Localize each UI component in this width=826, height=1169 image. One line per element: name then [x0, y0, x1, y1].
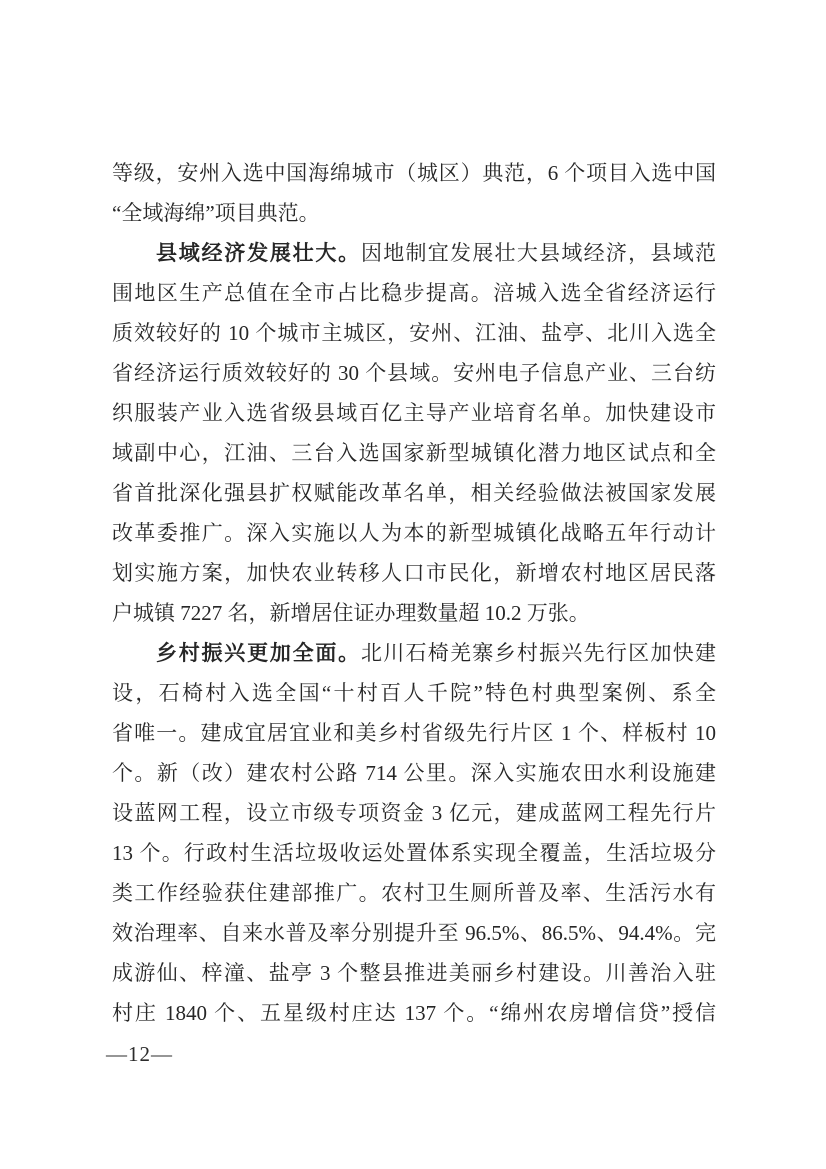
line-text: 类工作经验获住建部推广。农村卫生厕所普及率、生活污水有: [112, 881, 716, 905]
text-line: [112, 353, 716, 393]
text-line: [112, 953, 716, 993]
text-line: [112, 793, 716, 833]
line-text: 设，石椅村入选全国“十村百人千院”特色村典型案例、系全: [112, 681, 716, 705]
text-line: [112, 833, 716, 873]
text-line: [112, 673, 716, 713]
line-text: 划实施方案，加快农业转移人口市民化，新增农村地区居民落: [112, 561, 716, 585]
text-line: [112, 633, 716, 673]
line-text: 省唯一。建成宜居宜业和美乡村省级先行片区 1 个、样板村 10: [112, 721, 716, 745]
text-line: [112, 393, 716, 433]
line-text: 改革委推广。深入实施以人为本的新型城镇化战略五年行动计: [112, 521, 716, 545]
line-text: 织服装产业入选省级县域百亿主导产业培育名单。加快建设市: [112, 401, 716, 425]
line-text: “全域海绵”项目典范。: [112, 201, 320, 225]
text-line: [112, 553, 716, 593]
text-line: [112, 193, 716, 233]
text-line: [112, 313, 716, 353]
line-text: 户城镇 7227 名，新增居住证办理数量超 10.2 万张。: [112, 601, 590, 625]
line-text: 因地制宜发展壮大县域经济，县域范: [360, 241, 716, 265]
line-text: 13 个。行政村生活垃圾收运处置体系实现全覆盖，生活垃圾分: [112, 841, 716, 865]
line-text: 村庄 1840 个、五星级村庄达 137 个。“绵州农房增信贷”授信: [112, 1001, 716, 1025]
text-line: [112, 993, 716, 1033]
line-text: 省首批深化强县扩权赋能改革名单，相关经验做法被国家发展: [112, 481, 716, 505]
text-line: [112, 713, 716, 753]
line-text: 围地区生产总值在全市占比稳步提高。涪城入选全省经济运行: [112, 281, 716, 305]
line-text: 质效较好的 10 个城市主城区，安州、江油、盐亭、北川入选全: [112, 321, 716, 345]
text-block: [112, 153, 716, 1033]
line-text: 等级，安州入选中国海绵城市（城区）典范，6 个项目入选中国: [112, 161, 716, 185]
page-number: —12—: [106, 1042, 173, 1066]
line-text: 效治理率、自来水普及率分别提升至 96.5%、86.5%、94.4%。完: [112, 921, 716, 945]
text-line: [112, 233, 716, 273]
line-text: 设蓝网工程，设立市级专项资金 3 亿元，建成蓝网工程先行片: [112, 801, 716, 825]
paragraph-heading: 县域经济发展壮大。: [156, 241, 361, 265]
text-line: [112, 153, 716, 193]
text-line: [112, 913, 716, 953]
line-text: 省经济运行质效较好的 30 个县域。安州电子信息产业、三台纺: [112, 361, 716, 385]
text-line: [112, 273, 716, 313]
paragraph-heading: 乡村振兴更加全面。: [156, 641, 361, 665]
text-line: [112, 593, 716, 633]
line-text: 北川石椅羌寨乡村振兴先行区加快建: [360, 641, 716, 665]
line-text: 域副中心，江油、三台入选国家新型城镇化潜力地区试点和全: [112, 441, 716, 465]
line-text: 成游仙、梓潼、盐亭 3 个整县推进美丽乡村建设。川善治入驻: [112, 961, 716, 985]
line-text: 个。新（改）建农村公路 714 公里。深入实施农田水利设施建: [112, 761, 716, 785]
text-line: [112, 513, 716, 553]
text-line: [112, 473, 716, 513]
text-line: [112, 873, 716, 913]
text-line: [112, 433, 716, 473]
text-line: [112, 753, 716, 793]
